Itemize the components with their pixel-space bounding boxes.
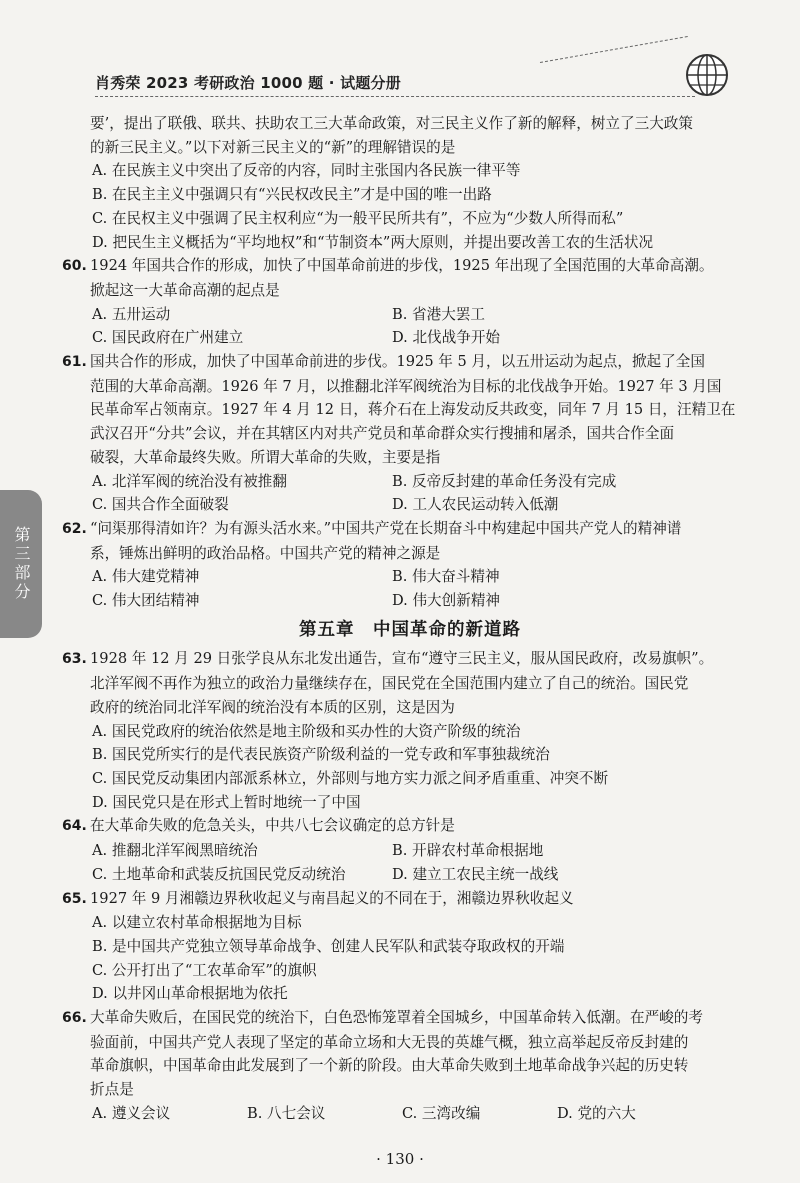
header-decor-line [540,36,688,63]
q63-line: 1928 年 12 月 29 日张学良从东北发出通告，宣布“遵守三民主义，服从国民政府，改易旗帜”。 [90,650,714,668]
q59-option-c: C. 在民权主义中强调了民主权利应“为一般平民所共有”，不应为“少数人所得而私” [92,209,624,227]
q61-number: 61. [62,354,87,371]
q62-option-c: C. 伟大团结精神 [92,592,200,610]
q66-line: 革命旗帜，中国革命由此发展到了一个新的阶段。由大革命失败到土地革命战争兴起的历史转 [90,1057,689,1075]
q59-option-a: A. 在民族主义中突出了反帝的内容，同时主张国内各民族一律平等 [92,162,521,180]
q65-option-c: C. 公开打出了“工农革命军”的旗帜 [92,961,317,979]
q59-line: 的新三民主义。”以下对新三民主义的“新”的理解错误的是 [90,138,456,156]
q63-line: 政府的统治同北洋军阀的统治没有本质的区别，这是因为 [90,698,455,716]
q61-option-c: C. 国共合作全面破裂 [92,496,229,514]
q64-option-b: B. 开辟农村革命根据地 [392,842,544,860]
q60-option-c: C. 国民政府在广州建立 [92,329,244,347]
q66-option-d: D. 党的六大 [557,1104,636,1122]
q66-number: 66. [62,1010,87,1027]
q66-line: 验面前，中国共产党人表现了坚定的革命立场和大无畏的英雄气概，独立高举起反帝反封建的 [90,1033,689,1051]
section-side-tab: 第三部分 [0,490,42,638]
q61-line: 国共合作的形成，加快了中国革命前进的步伐。1925 年 5 月，以五卅运动为起点，掀起了全国 [90,353,705,371]
q61-option-b: B. 反帝反封建的革命任务没有完成 [392,472,617,490]
q65-option-a: A. 以建立农村革命根据地为目标 [92,914,302,932]
q65-number: 65. [62,890,87,907]
q60-number: 60. [62,258,87,275]
chapter-title: 第五章 中国革命的新道路 [299,619,521,640]
q61-line: 范围的大革命高潮。1926 年 7 月，以推翻北洋军阀统治为目标的北伐战争开始。1927 年 3 月国 [90,377,722,395]
q59-line: 要’，提出了联俄、联共、扶助农工三大革命政策，对三民主义作了新的解释，树立了三大政策 [90,115,693,132]
q60-option-a: A. 五卅运动 [92,305,171,323]
q65-option-b: B. 是中国共产党独立领导革命战争、创建人民军队和武装夺取政权的开端 [92,937,565,955]
q64-option-a: A. 推翻北洋军阀黑暗统治 [92,842,258,860]
q63-line: 北洋军阀不再作为独立的政治力量继续存在，国民党在全国范围内建立了自己的统治。国民党 [90,675,689,693]
q60-line: 1924 年国共合作的形成，加快了中国革命前进的步伐，1925 年出现了全国范围的大革命高潮。 [90,257,714,275]
q63-number: 63. [62,651,87,668]
q65-line: 1927 年 9 月湘赣边界秋收起义与南昌起义的不同在于，湘赣边界秋收起义 [90,889,574,907]
q61-line: 破裂，大革命最终失败。所谓大革命的失败，主要是指 [90,448,441,466]
q62-option-a: A. 伟大建党精神 [92,568,200,586]
q64-option-d: D. 建立工农民主统一战线 [392,865,559,883]
q62-line: 系，锤炼出鲜明的政治品格。中国共产党的精神之源是 [90,544,441,562]
q66-option-b: B. 八七会议 [247,1104,326,1122]
q60-option-b: B. 省港大罢工 [392,305,485,323]
page-number: · 130 · [376,1150,424,1168]
q60-line: 掀起这一大革命高潮的起点是 [90,281,280,299]
q61-line: 武汉召开“分共”会议，并在其辖区内对共产党员和革命群众实行搜捕和屠杀，国共合作全面 [90,425,675,443]
q65-option-d: D. 以井冈山革命根据地为依托 [92,985,288,1003]
q63-option-b: B. 国民党所实行的是代表民族资产阶级利益的一党专政和军事独裁统治 [92,746,550,764]
q62-option-b: B. 伟大奋斗精神 [392,568,500,586]
q61-option-d: D. 工人农民运动转入低潮 [392,496,559,514]
q63-option-d: D. 国民党只是在形式上暂时地统一了中国 [92,793,361,811]
book-title: 肖秀荣 2023 考研政治 1000 题 · 试题分册 [95,74,401,92]
q64-option-c: C. 土地革命和武装反抗国民党反动统治 [92,865,346,883]
q63-option-a: A. 国民党政府的统治依然是地主阶级和买办性的大资产阶级的统治 [92,722,521,740]
q66-option-a: A. 遵义会议 [92,1104,171,1122]
q61-option-a: A. 北洋军阀的统治没有被推翻 [92,472,287,490]
q62-option-d: D. 伟大创新精神 [392,592,501,610]
q60-option-d: D. 北伐战争开始 [392,329,501,347]
q61-line: 民革命军占领南京。1927 年 4 月 12 日，蒋介石在上海发动反共政变，同年 7 月 15 日，汪精卫在 [90,401,736,419]
q66-line: 大革命失败后，在国民党的统治下，白色恐怖笼罩着全国城乡，中国革命转入低潮。在严峻的考 [90,1009,703,1027]
question-content [62,112,736,1126]
globe-icon [684,52,730,98]
q66-line: 折点是 [90,1081,134,1099]
header-divider [95,96,695,97]
q64-number: 64. [62,818,87,835]
q62-line: “问渠那得清如许？为有源头活水来。”中国共产党在长期奋斗中构建起中国共产党人的精神谱 [90,519,682,537]
q63-option-c: C. 国民党反动集团内部派系林立，外部则与地方实力派之间矛盾重重、冲突不断 [92,769,609,787]
q59-option-b: B. 在民主主义中强调只有“兴民权改民主”才是中国的唯一出路 [92,186,492,204]
q59-option-d: D. 把民生主义概括为“平均地权”和“节制资本”两大原则，并提出要改善工农的生活状况 [92,233,654,251]
q66-option-c: C. 三湾改编 [402,1104,481,1122]
q64-line: 在大革命失败的危急关头，中共八七会议确定的总方针是 [90,817,455,835]
q62-number: 62. [62,520,87,537]
